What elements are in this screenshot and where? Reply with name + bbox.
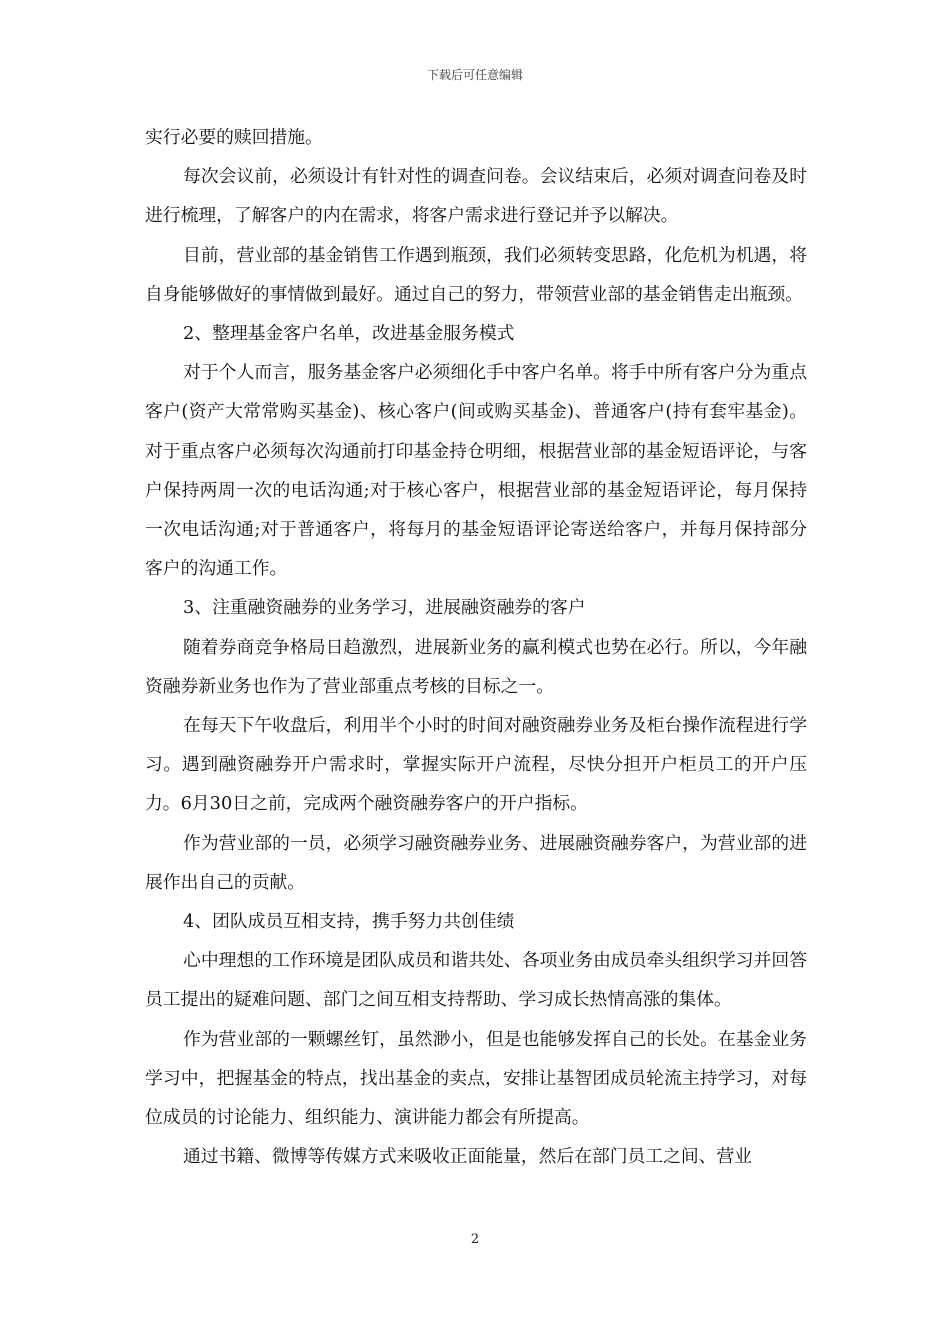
section-heading: 4、团队成员互相支持，携手努力共创佳绩 (183, 911, 515, 933)
section-heading: 3、注重融资融券的业务学习，进展融资融券的客户 (183, 597, 586, 619)
paragraph: 通过书籍、微博等传媒方式来吸收正面能量，然后在部门员工之间、营业 (183, 1146, 753, 1168)
paragraph: 在每天下午收盘后，利用半个小时的时间对融资融券业务及柜台操作流程进行学习。遇到融资融券开户需求时，掌握实际开户流程，尽快分担开户柜员工的开户压力。6月30日之前，完成两个融资融券客户的开户指标。 (145, 715, 807, 815)
section-heading: 2、整理基金客户名单，改进基金服务模式 (183, 323, 515, 345)
page-header: 下载后可任意编辑 (426, 68, 523, 82)
paragraph: 作为营业部的一员，必须学习融资融券业务、进展融资融券客户，为营业部的进展作出自己的贡献。 (145, 832, 807, 893)
paragraph-continuation: 实行必要的赎回措施。 (145, 127, 323, 148)
paragraph: 作为营业部的一颗螺丝钉，虽然渺小，但是也能够发挥自己的长处。在基金业务学习中，把握基金的特点，找出基金的卖点，安排让基智团成员轮流主持学习，对每位成员的讨论能力、组织能力、演讲能力都会有所提高。 (145, 1028, 807, 1129)
page-number: 2 (470, 1232, 480, 1247)
document-body (145, 118, 807, 1176)
paragraph: 心中理想的工作环境是团队成员和谐共处、各项业务由成员牵头组织学习并回答员工提出的疑难问题、部门之间互相支持帮助、学习成长热情高涨的集体。 (145, 950, 807, 1011)
paragraph: 目前，营业部的基金销售工作遇到瓶颈，我们必须转变思路，化危机为机遇，将自身能够做好的事情做到最好。通过自己的努力，带领营业部的基金销售走出瓶颈。 (145, 244, 807, 305)
paragraph: 随着券商竞争格局日趋激烈，进展新业务的赢利模式也势在必行。所以，今年融资融券新业务也作为了营业部重点考核的目标之一。 (145, 636, 807, 697)
paragraph: 对于个人而言，服务基金客户必须细化手中客户名单。将手中所有客户分为重点客户(资产大常常购买基金)、核心客户(间或购买基金)、普通客户(持有套牢基金)。对于重点客户必须每次沟通前打印基金持仓明细，根据营业部的基金短语评论，与客户保持两周一次的电话沟通;对于核心客户，根据营业部的基金短语评论，每月保持一次电话沟通;对于普通客户，将每月的基金短语评论寄送给客户，并每月保持部分客户的沟通工作。 (145, 362, 807, 580)
paragraph: 每次会议前，必须设计有针对性的调查问卷。会议结束后，必须对调查问卷及时进行梳理，了解客户的内在需求，将客户需求进行登记并予以解决。 (145, 166, 807, 227)
